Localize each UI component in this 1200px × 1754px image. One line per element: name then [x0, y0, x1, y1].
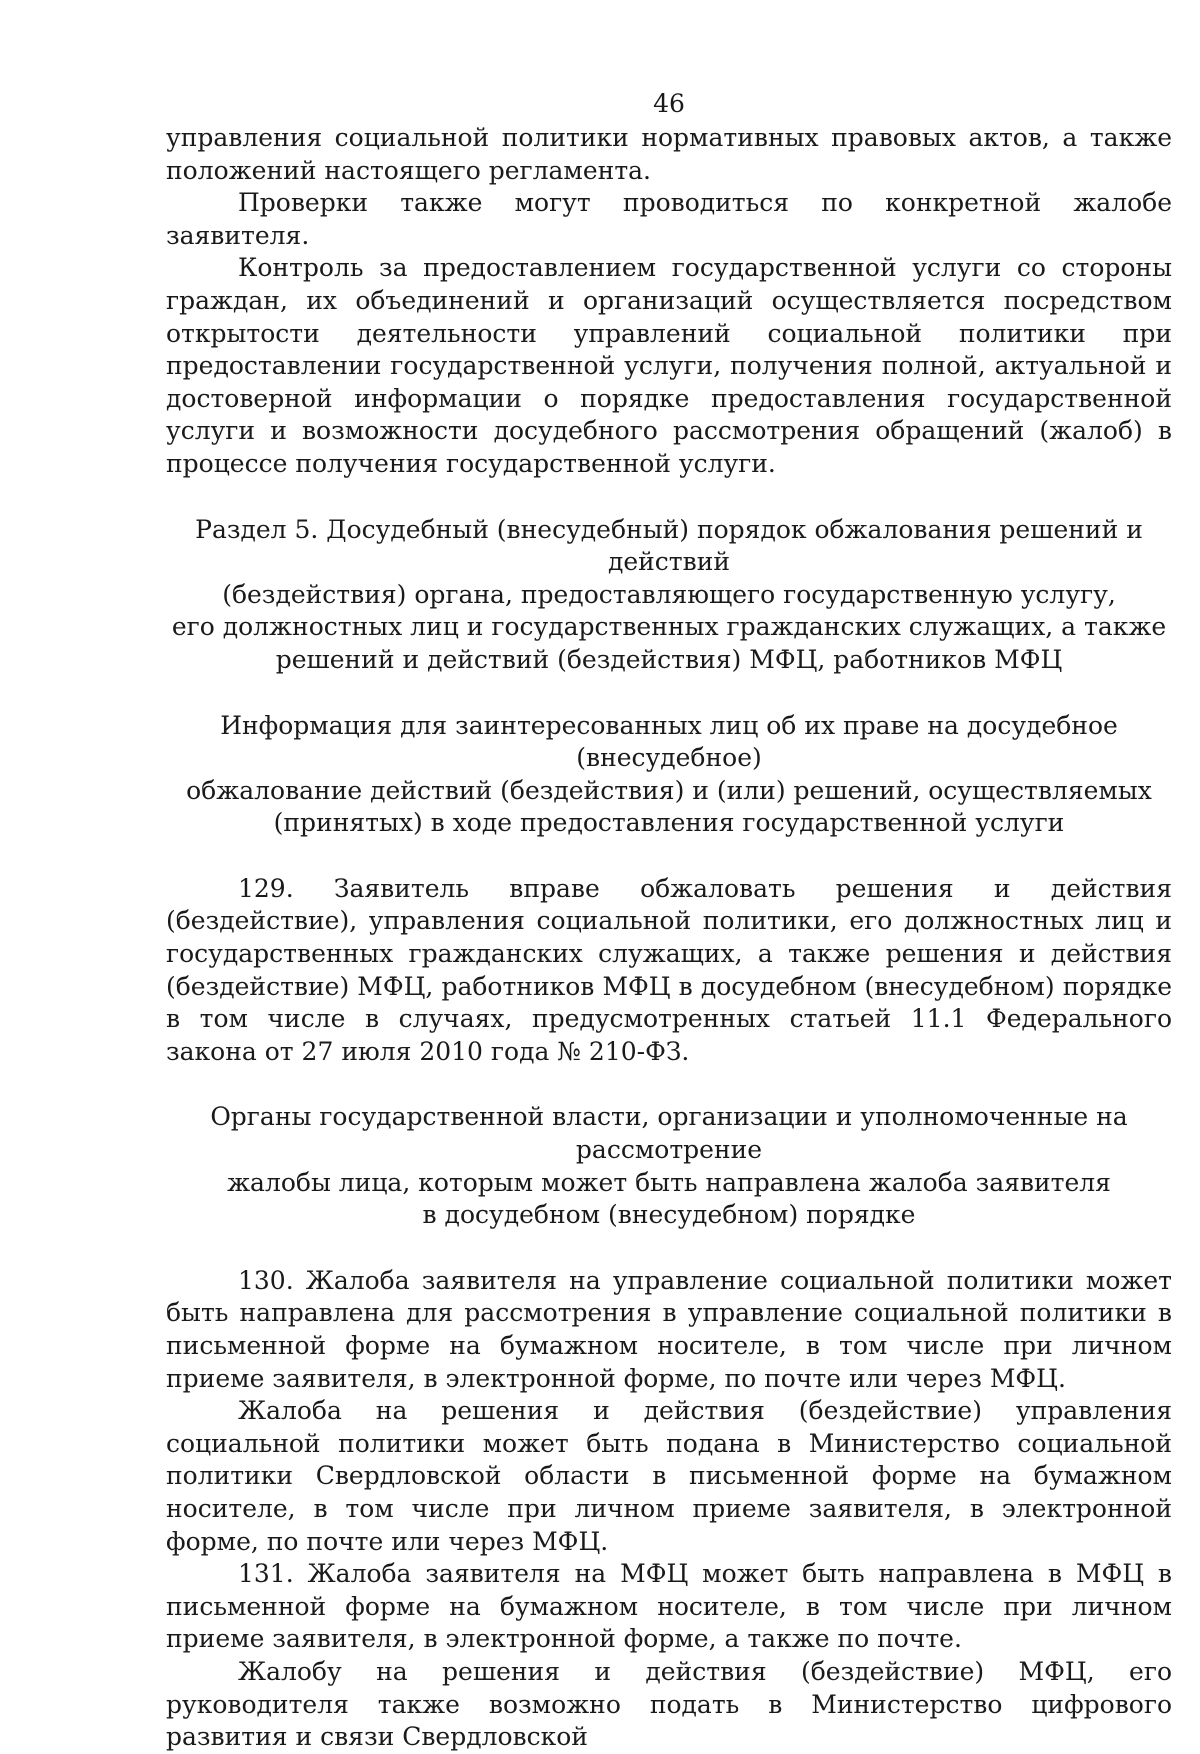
section-5-heading	[166, 514, 1172, 677]
paragraph-130: 130. Жалоба заявителя на управление социальной политики может быть направлена для рассмотрения в управление социальной политики в письменной форме на бумажном носителе, в том числе при личном приеме заявителя, в электронной форме, по почте или через МФЦ.	[166, 1265, 1172, 1393]
paragraph-ministry-complaint: Жалоба на решения и действия (бездействие) управления социальной политики может быть подана в Министерство социальной политики Свердловской области в письменной форме на бумажном носителе, в том числе при личном приеме заявителя, в электронной форме, по почте или через МФЦ.	[166, 1396, 1172, 1556]
paragraph-inspections: Проверки также могут проводиться по конкретной жалобе заявителя.	[166, 188, 1172, 250]
subheading-line: в досудебном (внесудебном) порядке	[422, 1200, 916, 1230]
subheading-appeal-bodies	[166, 1101, 1172, 1231]
section-5-heading-line: (бездействия) органа, предоставляющего государственную услугу,	[222, 579, 1116, 609]
section-5-heading-line: решений и действий (бездействия) МФЦ, работников МФЦ	[275, 644, 1063, 674]
paragraph-regulation-end: управления социальной политики нормативных правовых актов, а также положений настоящего регламента.	[166, 123, 1172, 185]
paragraph-digital-ministry: Жалобу на решения и действия (бездействие) МФЦ, его руководителя также возможно подать в Министерство цифрового развития и связи Свердловской	[166, 1656, 1172, 1752]
paragraph-131: 131. Жалоба заявителя на МФЦ может быть направлена в МФЦ в письменной форме на бумажном носителе, в том числе при личном приеме заявителя, в электронной форме, а также по почте.	[166, 1559, 1172, 1654]
subheading-appeal-rights	[166, 710, 1172, 840]
subheading-line: обжалование действий (бездействия) и (или) решений, осуществляемых	[186, 775, 1152, 805]
section-5-heading-line: Раздел 5. Досудебный (внесудебный) порядок обжалования решений и действий	[195, 514, 1143, 577]
document-page	[166, 88, 1172, 1754]
subheading-line: (принятых) в ходе предоставления государственной услуги	[273, 808, 1065, 838]
paragraph-129: 129. Заявитель вправе обжаловать решения и действия (бездействие), управления социальной политики, его должностных лиц и государственных гражданских служащих, а также решения и действия (бездействие) МФЦ, работников МФЦ в досудебном (внесудебном) порядке в том числе в случаях, предусмотренных статьей 11.1 Федерального закона от 27 июля 2010 года № 210-ФЗ.	[166, 873, 1172, 1066]
spacer	[166, 1068, 1172, 1101]
subheading-line: Информация для заинтересованных лиц об их праве на досудебное (внесудебное)	[220, 710, 1118, 773]
subheading-line: жалобы лица, которым может быть направлена жалоба заявителя	[227, 1167, 1111, 1197]
spacer	[166, 677, 1172, 710]
page-number: 46	[653, 89, 685, 118]
spacer	[166, 840, 1172, 873]
spacer	[166, 481, 1172, 514]
spacer	[166, 1232, 1172, 1265]
subheading-line: Органы государственной власти, организации и уполномоченные на рассмотрение	[210, 1102, 1128, 1165]
section-5-heading-line: его должностных лиц и государственных гражданских служащих, а также	[171, 612, 1167, 642]
paragraph-public-control: Контроль за предоставлением государственной услуги со стороны граждан, их объединений и организаций осуществляется посредством открытости деятельности управлений социальной политики при предоставлении государственной услуги, получения полной, актуальной и достоверной информации о порядке предоставления государственной услуги и возможности досудебного рассмотрения обращений (жалоб) в процессе получения государственной услуги.	[166, 253, 1172, 478]
